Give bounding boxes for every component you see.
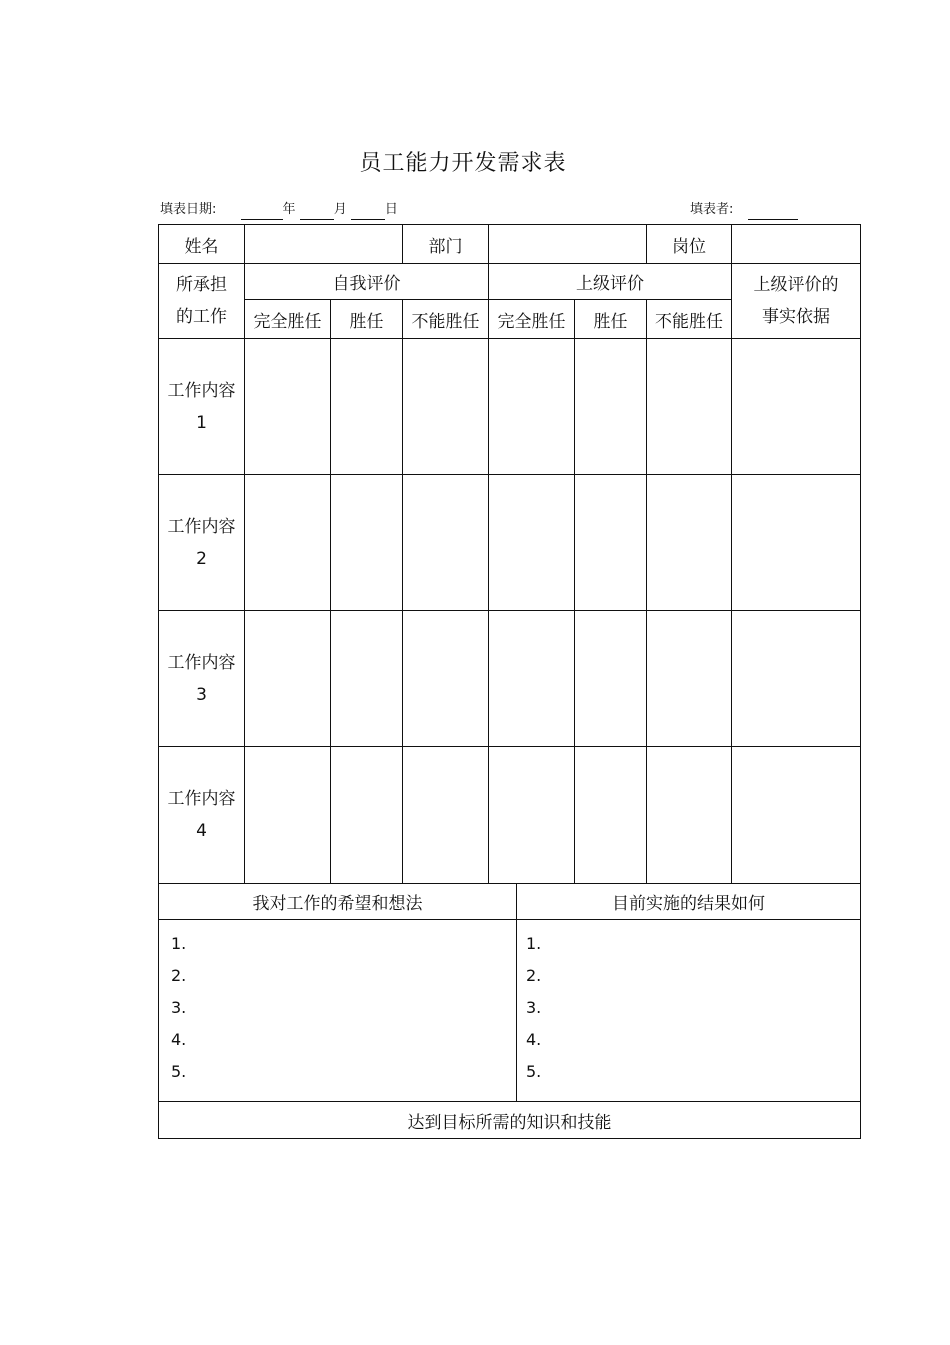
cell[interactable] [575,611,647,747]
table-row [159,475,861,611]
cell[interactable] [403,611,489,747]
self-eval-header: 自我评价 [245,264,489,300]
filler-label: 填表者: [690,202,734,217]
sup-not-header: 不能胜任 [647,300,732,339]
list-item: 2. [526,966,542,985]
list-item: 5. [171,1062,187,1081]
month-label: 月 [333,202,347,217]
list-item: 5. [526,1062,542,1081]
position-field[interactable] [732,225,861,264]
list-item: 4. [171,1030,187,1049]
competency-form-table [158,224,861,884]
fill-date-label: 填表日期: [160,202,217,217]
cell[interactable] [647,475,732,611]
cell[interactable] [403,339,489,475]
cell[interactable] [647,339,732,475]
cell[interactable] [245,611,331,747]
cell[interactable] [245,339,331,475]
list-item: 3. [171,998,187,1017]
info-row [159,225,861,264]
cell[interactable] [732,747,861,884]
cell[interactable] [331,339,403,475]
dept-label: 部门 [403,225,489,264]
eval-header-row [159,264,861,300]
list-item: 2. [171,966,187,985]
sup-eval-header: 上级评价 [489,264,732,300]
table-row [159,339,861,475]
cell[interactable] [489,611,575,747]
row-label: 工作内容 4 [159,747,245,884]
basis-header: 上级评价的 事实依据 [732,264,861,339]
results-title: 目前实施的结果如何 [517,884,861,920]
cell[interactable] [331,611,403,747]
skills-row [159,1102,861,1139]
cell[interactable] [732,339,861,475]
hopes-list[interactable] [159,920,517,1102]
list-item: 3. [526,998,542,1017]
hopes-list-row [159,920,861,1102]
cell[interactable] [575,475,647,611]
name-label: 姓名 [159,225,245,264]
year-field[interactable] [241,204,283,220]
fill-date-row [160,200,398,220]
position-label: 岗位 [647,225,732,264]
hopes-title: 我对工作的希望和想法 [159,884,517,920]
row-label: 工作内容 1 [159,339,245,475]
cell[interactable] [489,747,575,884]
row-label: 工作内容 2 [159,475,245,611]
filler-field[interactable] [748,204,798,220]
cell[interactable] [575,747,647,884]
cell[interactable] [732,611,861,747]
list-item: 1. [171,934,187,953]
cell[interactable] [647,747,732,884]
cell[interactable] [245,475,331,611]
self-ok-header: 胜任 [331,300,403,339]
cell[interactable] [732,475,861,611]
hopes-header-row [159,884,861,920]
dept-field[interactable] [489,225,647,264]
day-label: 日 [384,202,398,217]
results-list[interactable] [517,920,861,1102]
cell[interactable] [403,747,489,884]
cell[interactable] [331,475,403,611]
skills-title: 达到目标所需的知识和技能 [159,1102,861,1139]
cell[interactable] [331,747,403,884]
page-title: 员工能力开发需求表 [359,151,567,176]
table-row [159,747,861,884]
list-item: 4. [526,1030,542,1049]
work-header: 所承担 的工作 [159,264,245,339]
day-field[interactable] [351,204,385,220]
cell[interactable] [575,339,647,475]
name-field[interactable] [245,225,403,264]
self-not-header: 不能胜任 [403,300,489,339]
hopes-results-table [158,883,861,1139]
row-label: 工作内容 3 [159,611,245,747]
self-full-header: 完全胜任 [245,300,331,339]
month-field[interactable] [300,204,334,220]
cell[interactable] [245,747,331,884]
cell[interactable] [489,339,575,475]
sup-ok-header: 胜任 [575,300,647,339]
table-row [159,611,861,747]
year-label: 年 [282,202,296,217]
filler-row [690,200,798,220]
cell[interactable] [647,611,732,747]
list-item: 1. [526,934,542,953]
sup-full-header: 完全胜任 [489,300,575,339]
cell[interactable] [489,475,575,611]
cell[interactable] [403,475,489,611]
